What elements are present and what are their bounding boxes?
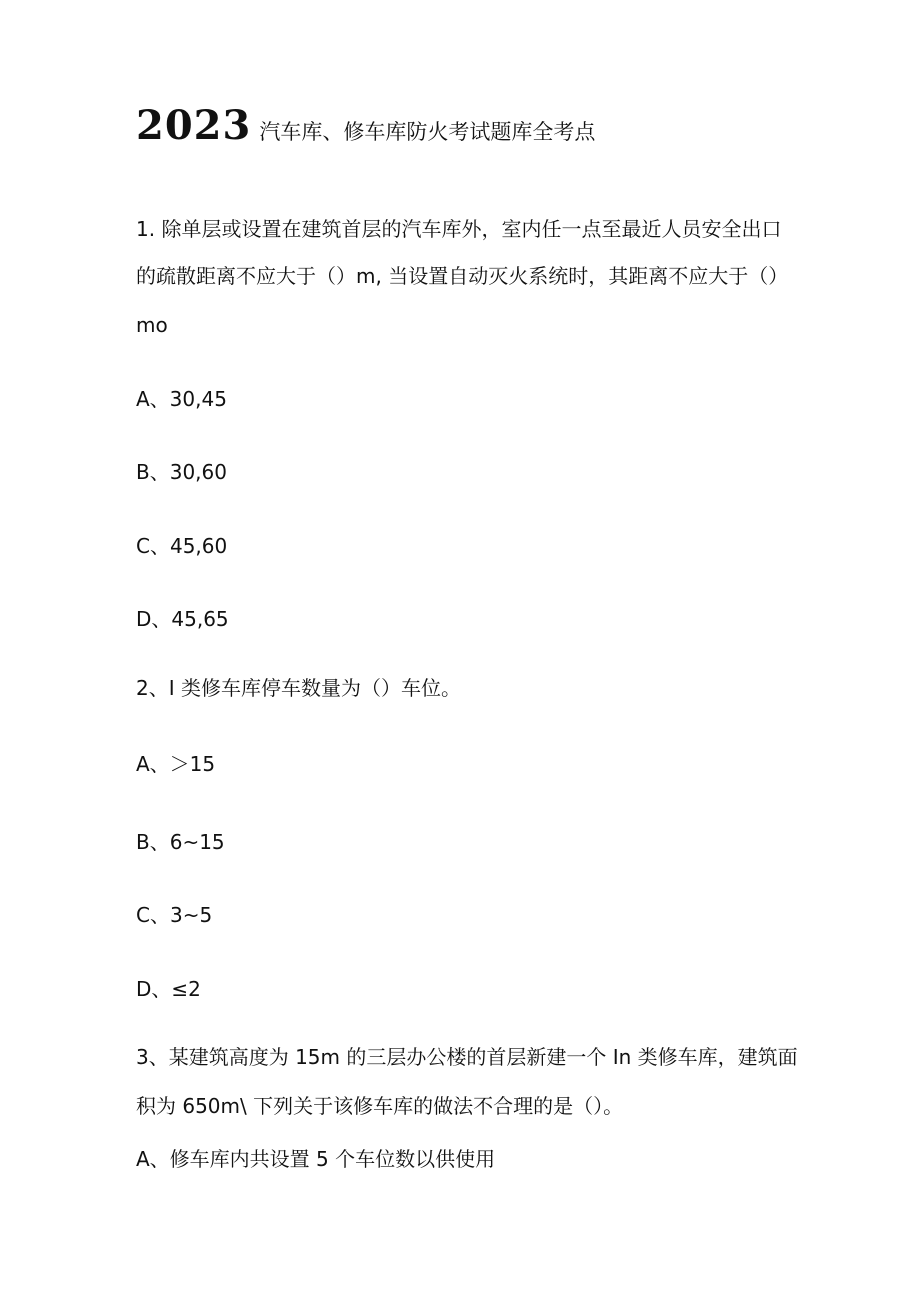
question-1-option-d: D、45,65 bbox=[136, 607, 229, 631]
document-title bbox=[136, 102, 595, 149]
question-1-line-2: 的疏散距离不应大于（）m, 当设置自动灭火系统时，其距离不应大于（） bbox=[136, 264, 789, 288]
question-2-option-d: D、≤2 bbox=[136, 977, 201, 1001]
question-1-option-c: C、45,60 bbox=[136, 534, 228, 558]
question-1-option-a: A、30,45 bbox=[136, 387, 227, 411]
question-1-line-3: mo bbox=[136, 313, 168, 337]
question-2-option-a: A、＞15 bbox=[136, 752, 216, 776]
question-2-option-c: C、3~5 bbox=[136, 903, 213, 927]
question-2-text: 2、I 类修车库停车数量为（）车位。 bbox=[136, 676, 461, 700]
title-year: 2023 bbox=[136, 102, 252, 149]
question-1-line-1: 1. 除单层或设置在建筑首层的汽车库外，室内任一点至最近人员安全出口 bbox=[136, 217, 782, 241]
question-1-option-b: B、30,60 bbox=[136, 460, 227, 484]
question-3-option-a: A、修车库内共设置 5 个车位数以供使用 bbox=[136, 1147, 496, 1171]
question-2-option-b: B、6~15 bbox=[136, 830, 225, 854]
question-3-line-2: 积为 650m\ 下列关于该修车库的做法不合理的是（）。 bbox=[136, 1094, 624, 1118]
question-3-line-1: 3、某建筑高度为 15m 的三层办公楼的首层新建一个 In 类修车库，建筑面 bbox=[136, 1045, 798, 1069]
title-text: 汽车库、修车库防火考试题库全考点 bbox=[259, 120, 596, 144]
